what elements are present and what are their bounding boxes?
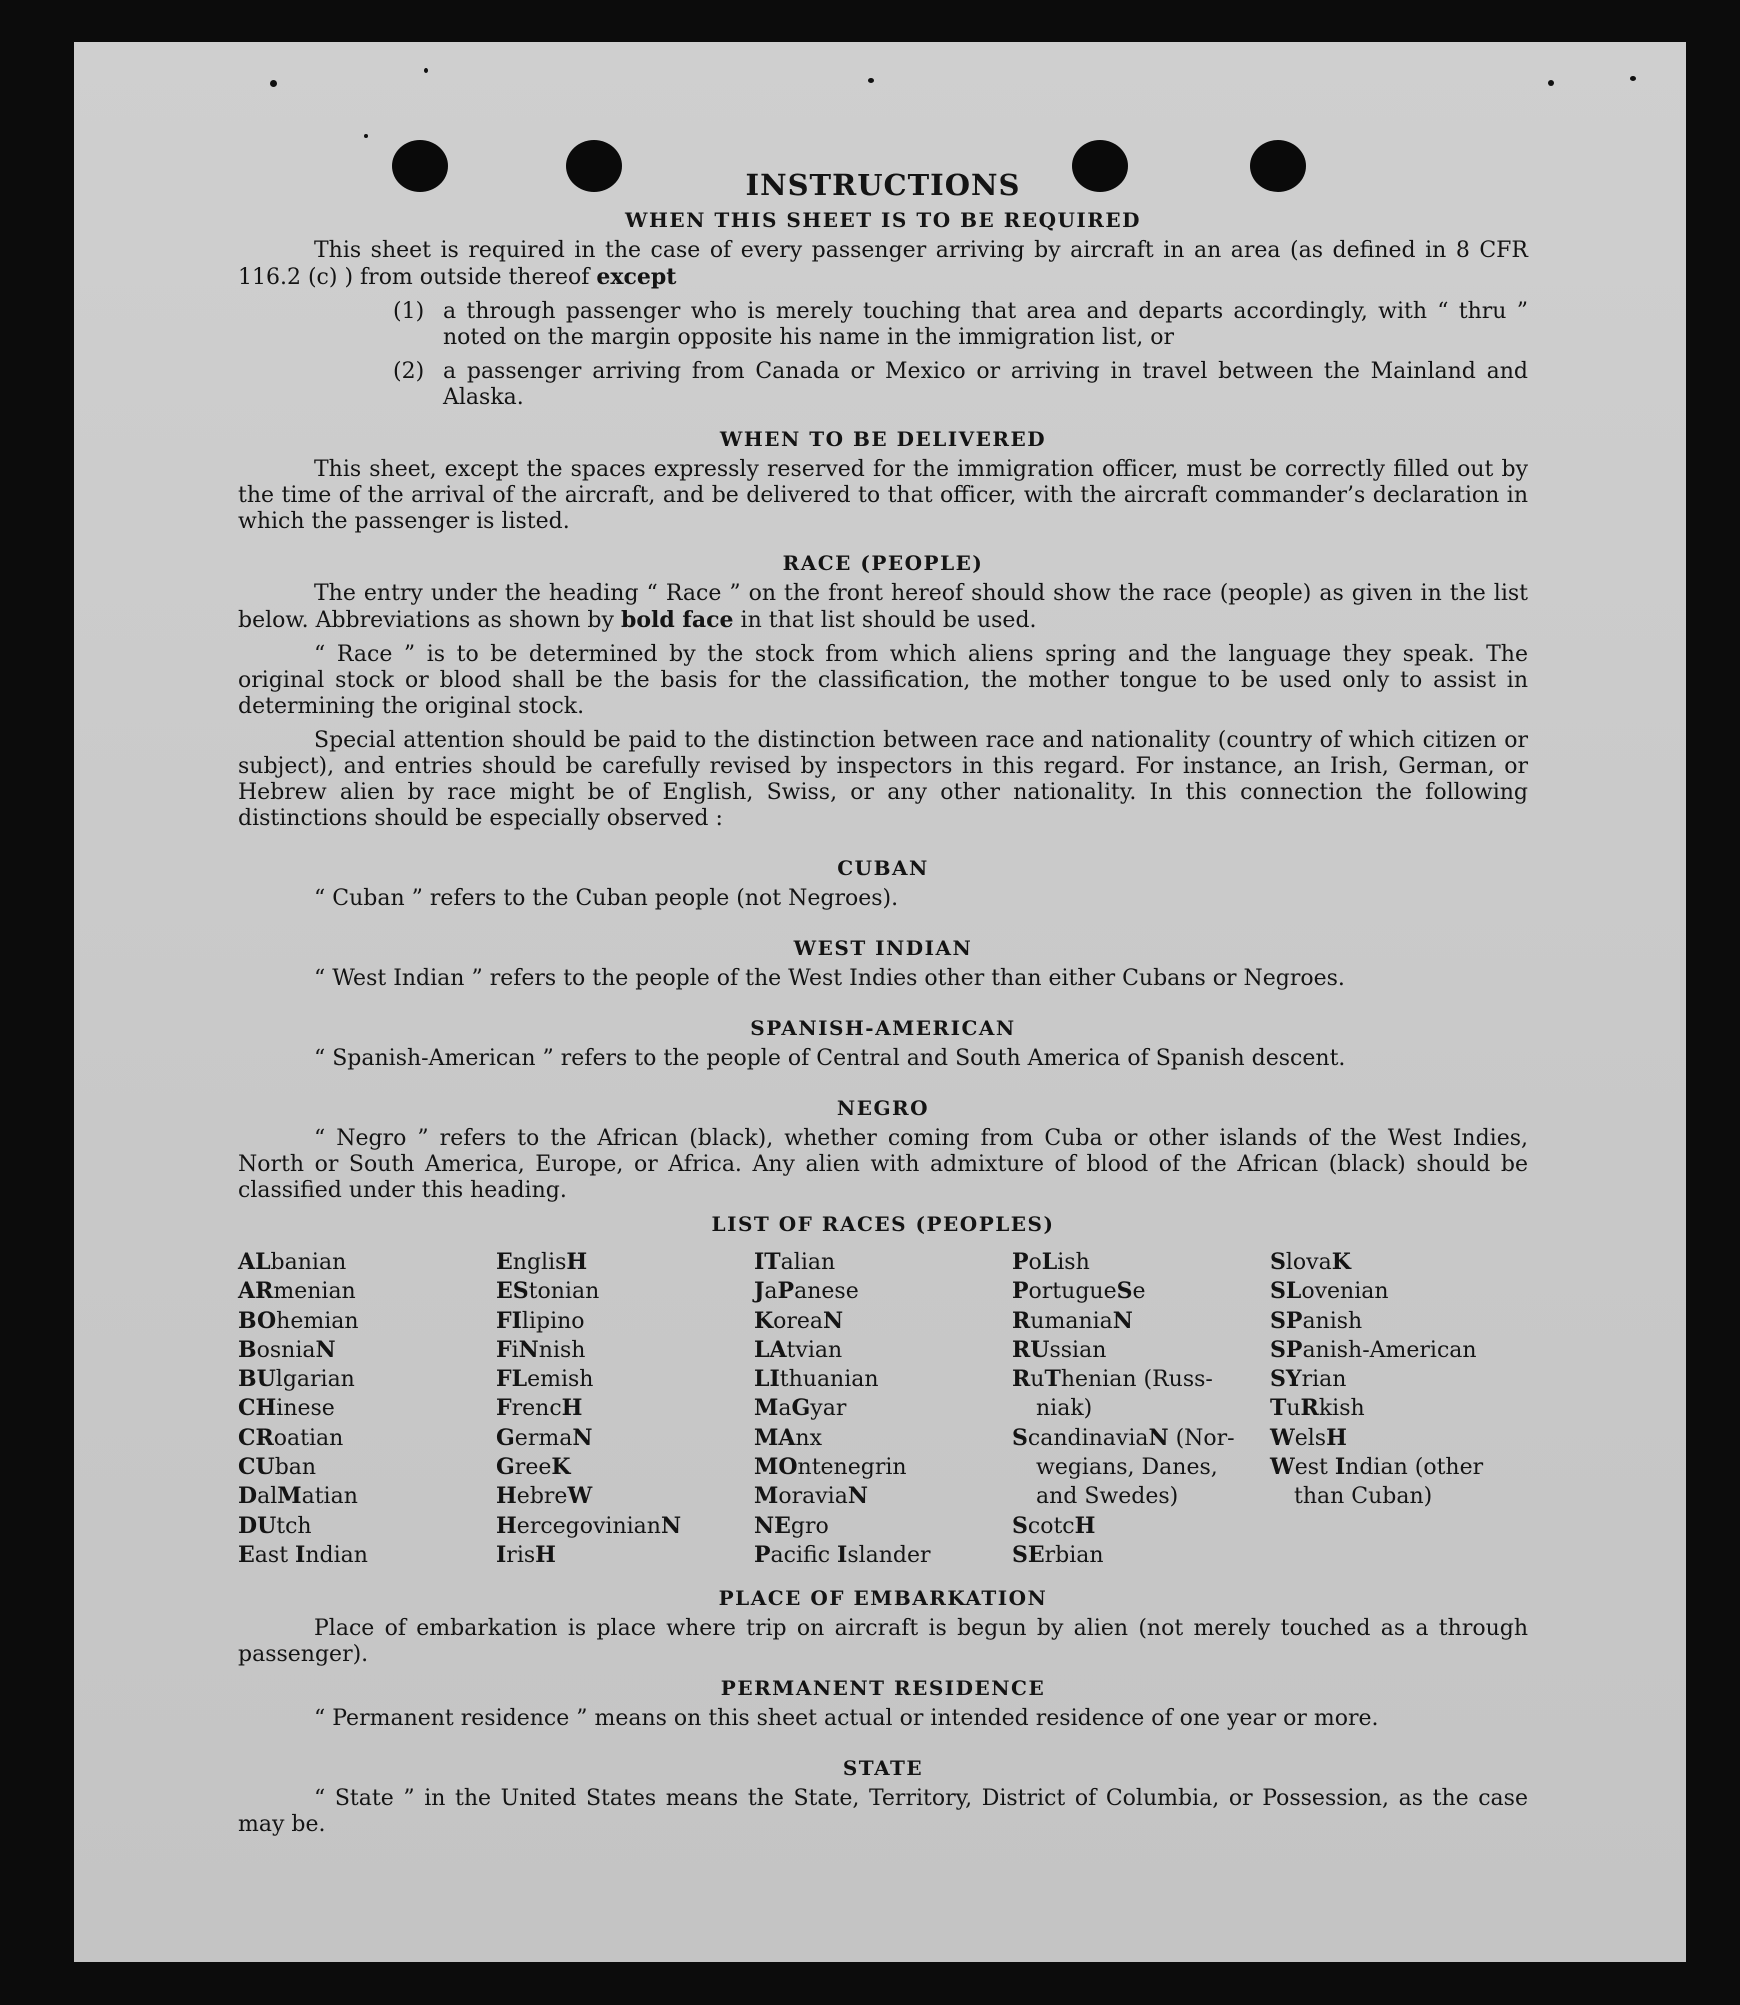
race-entry: DUtch (238, 1512, 312, 1539)
races-column (1270, 1248, 1528, 1570)
race-entry: than Cuban) (1294, 1484, 1433, 1510)
page-title: INSTRUCTIONS (745, 168, 1021, 202)
race-entry: ScotcH (1012, 1512, 1096, 1539)
race-entry: WelsH (1270, 1424, 1347, 1451)
paragraph: Special attention should be paid to the distinction between race and nationality (country of which citizen or subject), and entries should be carefully revised by inspectors in this regard. For instance, an Irish, German, or Hebrew alien by race might be of English, Swiss, or any other nationality. In this connection the following distinctions should be especially observed : (238, 728, 1528, 831)
bold-text: bold face (620, 607, 734, 633)
race-entry: GermaN (496, 1424, 593, 1451)
item-number: (1) (393, 299, 425, 324)
speck (270, 80, 277, 87)
section-heading: WHEN TO BE DELIVERED (719, 427, 1047, 451)
race-entry: wegians, Danes, (1036, 1455, 1218, 1481)
races-column (496, 1248, 754, 1570)
paragraph: “ Cuban ” refers to the Cuban people (not Negroes). (314, 886, 899, 911)
race-entry: MoraviaN (754, 1483, 868, 1510)
race-entry: MAnx (754, 1424, 822, 1451)
race-entry: GreeK (496, 1454, 571, 1481)
paragraph (238, 238, 1528, 291)
race-entry: SPanish (1270, 1307, 1363, 1334)
instructions-content (238, 160, 1528, 1838)
race-entry: LAtvian (754, 1336, 843, 1363)
races-column (754, 1248, 1012, 1570)
section-heading: RACE (PEOPLE) (782, 551, 984, 575)
speck (1548, 80, 1554, 86)
speck (1630, 76, 1636, 81)
speck (364, 134, 368, 138)
paragraph: This sheet, except the spaces expressly reserved for the immigration officer, must be correctly filled out by the time of the arrival of the aircraft, and be delivered to that officer, with the aircraft commander’s declaration in which the passenger is listed. (238, 457, 1528, 534)
race-entry: ITalian (754, 1249, 836, 1275)
race-entry: SlovaK (1270, 1249, 1351, 1275)
item-number: (2) (393, 359, 425, 384)
list-item (393, 299, 1528, 351)
section-heading: LIST OF RACES (PEOPLES) (711, 1212, 1055, 1236)
race-entry: FLemish (496, 1366, 594, 1393)
race-entry: BOhemian (238, 1307, 359, 1334)
race-entry: ScandinaviaN (Nor- (1012, 1424, 1235, 1451)
race-entry: BosniaN (238, 1336, 336, 1363)
race-entry: FiNnish (496, 1336, 586, 1363)
race-entry: SYrian (1270, 1366, 1347, 1393)
race-entry: RumaniaN (1012, 1307, 1133, 1334)
section-heading: WEST INDIAN (793, 936, 973, 960)
race-entry: ARmenian (238, 1278, 356, 1305)
race-entry: East Indian (238, 1541, 368, 1568)
bold-text: except (596, 264, 677, 290)
paragraph: “ Race ” is to be determined by the stock from which aliens spring and the language they speak. The original stock or blood shall be the basis for the classification, the mother tongue to be used only to assist in determining the original stock. (238, 642, 1528, 719)
races-column (1012, 1248, 1270, 1570)
race-entry: JaPanese (754, 1278, 859, 1305)
races-column (238, 1248, 496, 1570)
paragraph-text: The entry under the heading “ Race ” on the front hereof should show the race (people) as given in the list below. Abbreviations as shown by (238, 581, 1528, 633)
section-heading: SPANISH-AMERICAN (750, 1016, 1016, 1040)
list-item (393, 359, 1528, 411)
race-entry: BUlgarian (238, 1366, 355, 1393)
race-entry: CRoatian (238, 1424, 344, 1451)
section-heading: CUBAN (837, 856, 929, 880)
race-entry: EStonian (496, 1278, 600, 1305)
race-entry: CUban (238, 1454, 317, 1481)
paragraph (238, 581, 1528, 634)
paragraph: “ State ” in the United States means the State, Territory, District of Columbia, or Possession, as the case may be. (238, 1786, 1528, 1838)
race-entry: niak) (1036, 1396, 1093, 1422)
speck (424, 68, 428, 73)
race-entry: and Swedes) (1036, 1484, 1179, 1510)
races-list (238, 1248, 1528, 1570)
race-entry: HebreW (496, 1483, 593, 1510)
race-entry: LIthuanian (754, 1366, 879, 1393)
race-entry: DalMatian (238, 1483, 358, 1510)
race-entry: MaGyar (754, 1395, 847, 1422)
race-entry: MOntenegrin (754, 1454, 907, 1481)
paragraph: “ Permanent residence ” means on this sheet actual or intended residence of one year or more. (314, 1706, 1379, 1732)
race-entry: PoLish (1012, 1249, 1090, 1275)
section-heading: PLACE OF EMBARKATION (718, 1586, 1048, 1611)
race-entry: NEgro (754, 1512, 829, 1539)
paragraph: “ Spanish-American ” refers to the people of Central and South America of Spanish descent. (314, 1046, 1346, 1071)
race-entry: CHinese (238, 1395, 335, 1422)
race-entry: ALbanian (238, 1249, 347, 1275)
paragraph: “ West Indian ” refers to the people of the West Indies other than either Cubans or Negroes. (314, 966, 1345, 991)
race-entry: IrisH (496, 1541, 556, 1568)
race-entry: SErbian (1012, 1541, 1104, 1568)
race-entry: RuThenian (Russ- (1012, 1366, 1213, 1393)
race-entry: West Indian (other (1270, 1454, 1484, 1481)
race-entry: FIlipino (496, 1307, 585, 1334)
race-entry: EnglisH (496, 1249, 588, 1275)
race-entry: HercegovinianN (496, 1512, 682, 1539)
race-entry: FrencH (496, 1395, 583, 1422)
section-heading: STATE (842, 1756, 924, 1781)
race-entry: PortugueSe (1012, 1278, 1146, 1305)
race-entry: TuRkish (1270, 1395, 1365, 1422)
item-text: a through passenger who is merely touching that area and departs accordingly, with “ thru ” noted on the margin opposite his name in the immigration list, or (443, 299, 1528, 350)
paragraph-text: This sheet is required in the case of every passenger arriving by aircraft in an area (as defined in 8 CFR 116.2 (c) ) from outside thereof (238, 238, 1528, 290)
race-entry: SPanish-American (1270, 1336, 1477, 1363)
race-entry: KoreaN (754, 1307, 844, 1334)
section-heading: WHEN THIS SHEET IS TO BE REQUIRED (625, 208, 1141, 232)
race-entry: Pacific Islander (754, 1541, 931, 1568)
section-heading: PERMANENT RESIDENCE (720, 1676, 1046, 1701)
race-entry: RUssian (1012, 1336, 1107, 1363)
paragraph-text: in that list should be used. (740, 608, 1037, 633)
speck (868, 78, 874, 83)
paragraph: Place of embarkation is place where trip on aircraft is begun by alien (not merely touched as a through passenger). (238, 1616, 1528, 1668)
item-text: a passenger arriving from Canada or Mexico or arriving in travel between the Mainland and Alaska. (443, 359, 1528, 410)
section-heading: NEGRO (836, 1096, 930, 1120)
race-entry: SLovenian (1270, 1278, 1389, 1305)
paragraph: “ Negro ” refers to the African (black), whether coming from Cuba or other islands of the West Indies, North or South America, Europe, or Africa. Any alien with admixture of blood of the African (black) should be classified under this heading. (238, 1126, 1528, 1203)
